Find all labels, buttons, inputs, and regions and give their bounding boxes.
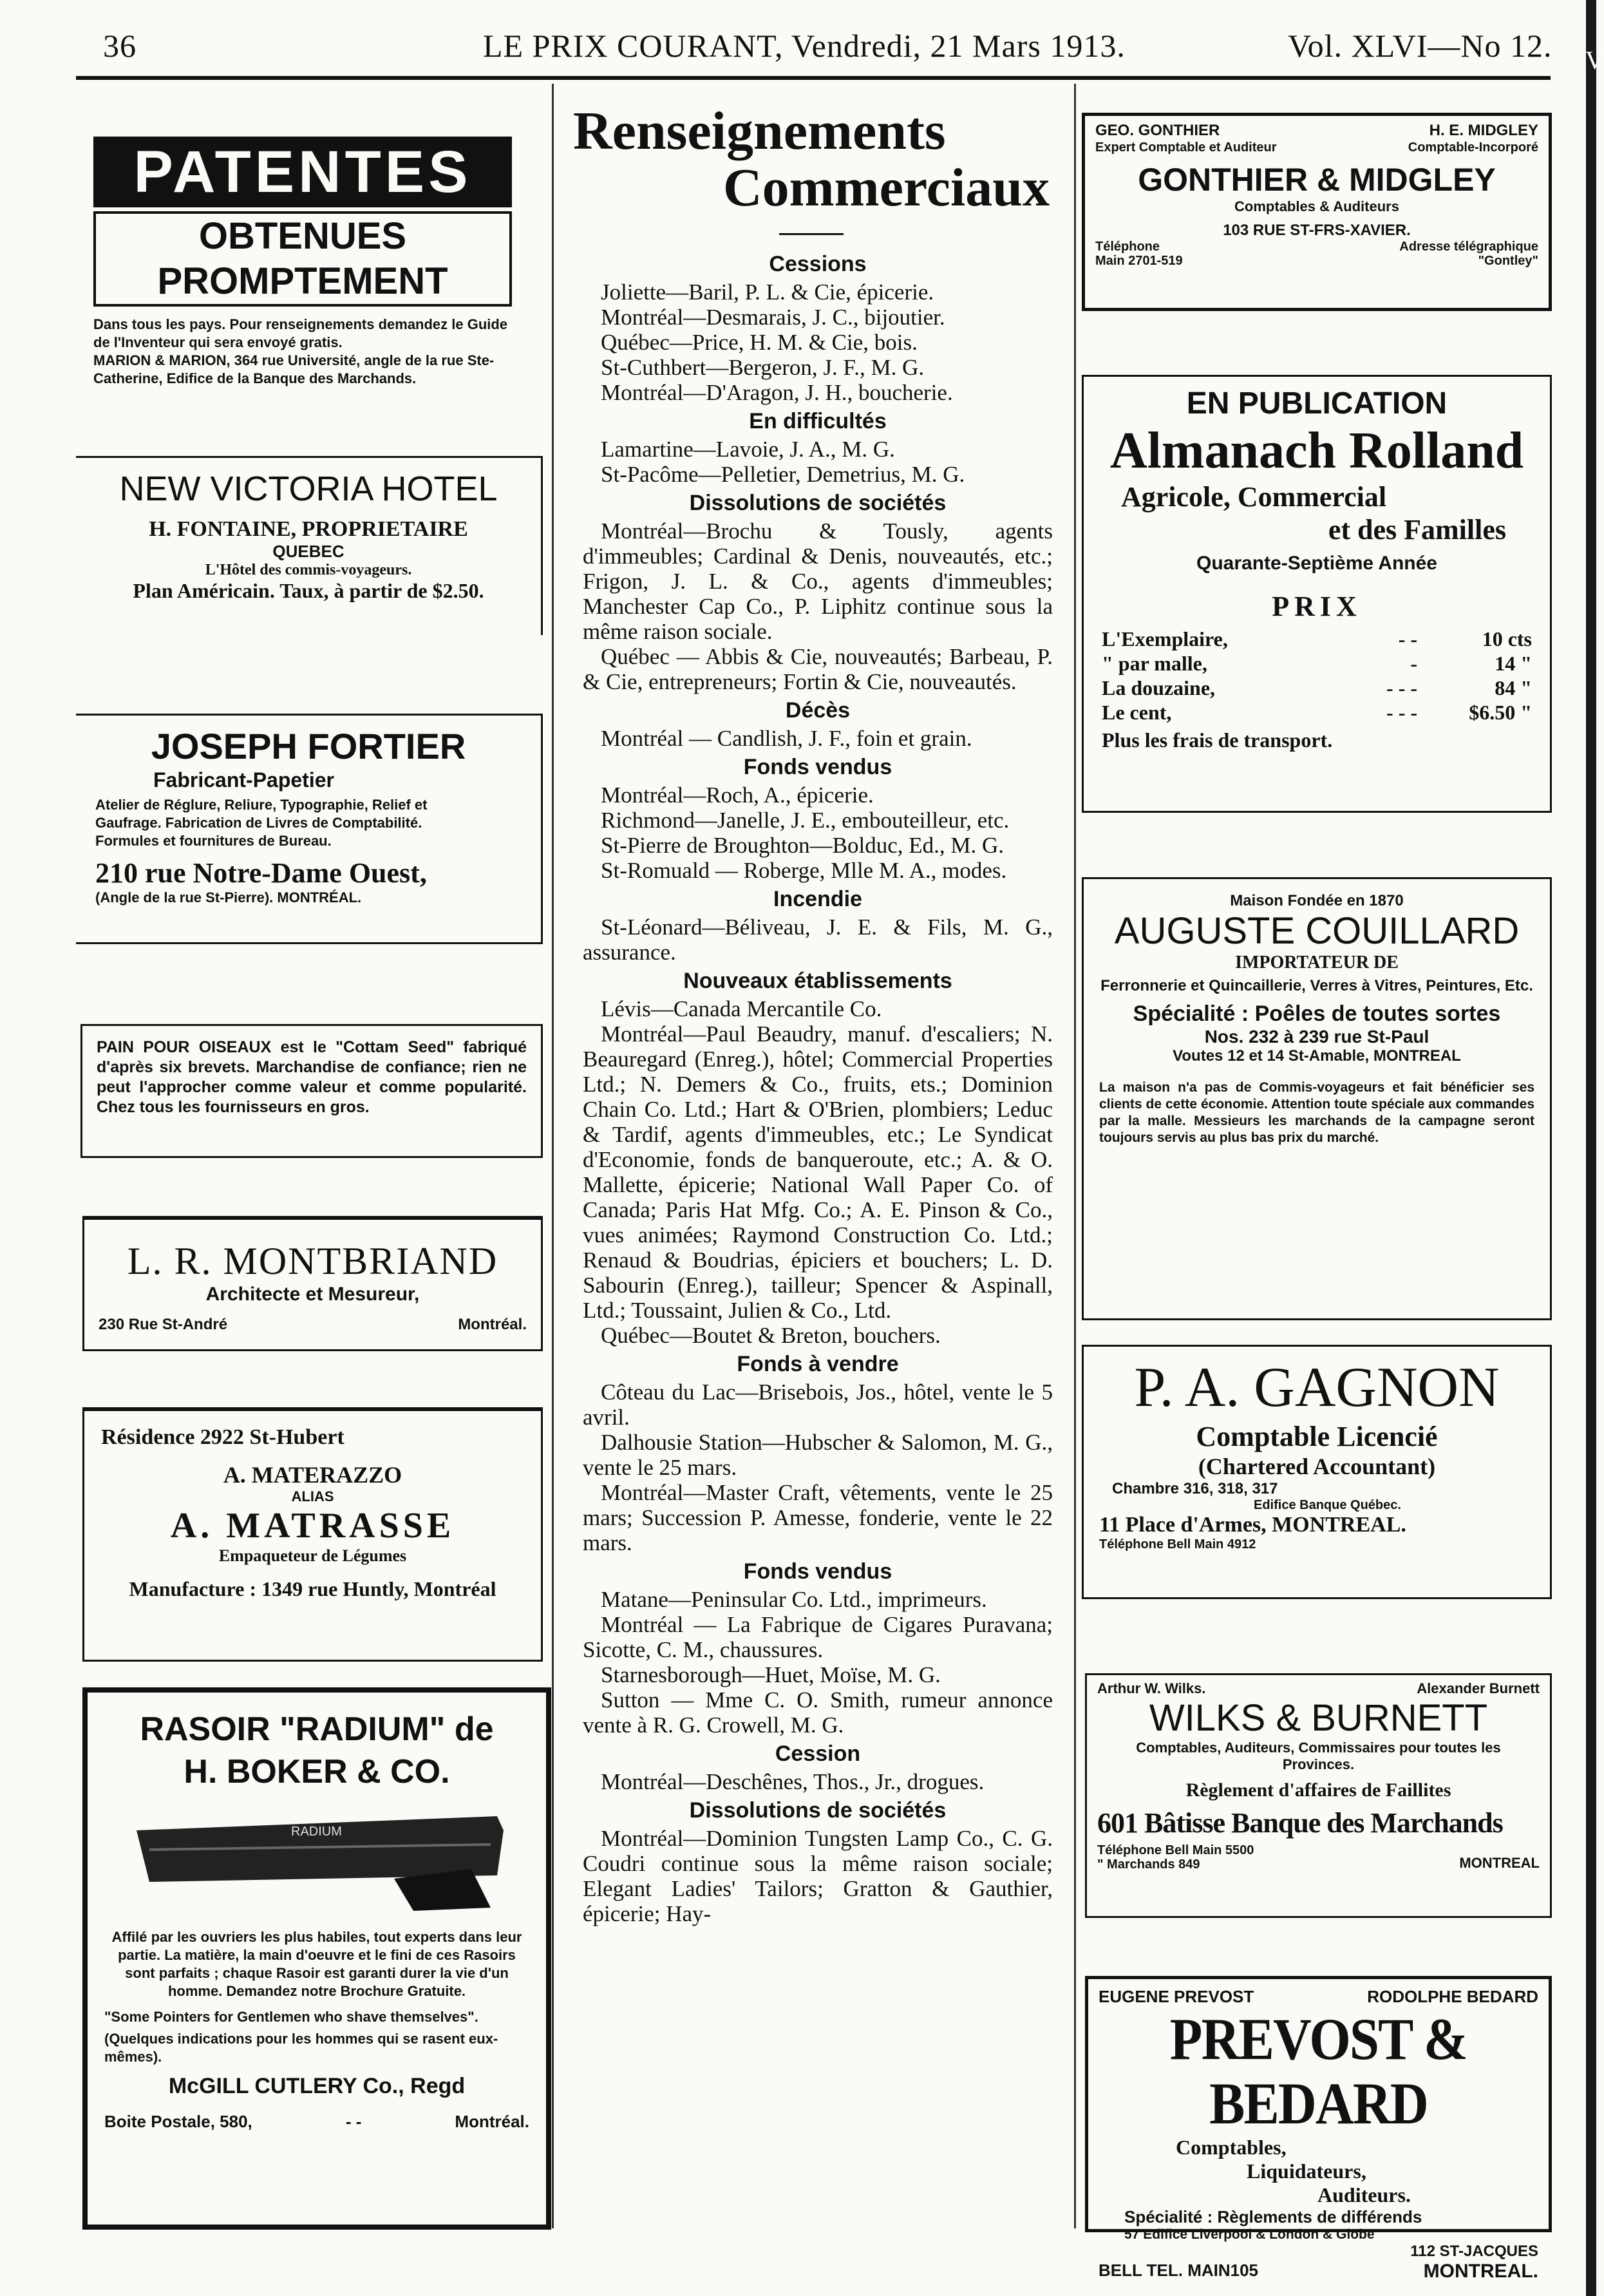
price-label: " par malle, <box>1102 652 1207 675</box>
couillard-sub2: Ferronnerie et Quincaillerie, Verres à Vitres, Peintures, Etc. <box>1100 977 1533 994</box>
almanach-title: Almanach Rolland <box>1109 422 1524 479</box>
razor-illustration <box>111 1805 523 1914</box>
fortier-body: Atelier de Réglure, Reliure, Typographie, Relief et Gaufrage. Fabrication de Livres de Comptabilité. Formules et fournitures de Bureau. <box>95 797 428 849</box>
patentes-address: MARION & MARION, 364 rue Université, angle de la rue Ste-Catherine, Edifice de la Banque des Marchands. <box>93 352 495 386</box>
gonthier-phone: Main 2701-519 <box>1095 254 1183 268</box>
listing-entry: Montréal—Paul Beaudry, manuf. d'escaliers; N. Beauregard (Enreg.), hôtel; Commercial Properties Ltd.; N. Demers & Co., fruits, ets.; Dominion Chain Co. Ltd.; Hart & O'Brien, plombiers; Leduc & Tardif, agents d'immeubles, etc.; Le Syndicat d'Economie, fonds de banqueroute, etc.; A. & O. Mallette, épicerie; National Wall Paper Co. of Canada; Paris Hat Mfg. Co.; A. E. Pinson & Co., vues animées; Raymond Construction Co. Ltd.; Renaud & Boudrias, épiciers et bouchers; L. D. Sabourin (Enreg.), tailleur; Spencer & Aspinall, Ltd.; Toussaint, Julien & Co., Ltd. <box>583 1021 1053 1323</box>
price-dots: - - - <box>1386 676 1417 699</box>
section-heading: En difficultés <box>749 409 887 433</box>
price-dots: - - <box>1398 627 1417 650</box>
listing-entry: Montréal—Deschênes, Thos., Jr., drogues. <box>601 1769 985 1794</box>
page-number: 36 <box>103 28 137 64</box>
couillard-sub5: Voutes 12 et 14 St-Amable, MONTREAL <box>1173 1047 1461 1065</box>
listing-entry: Dalhousie Station—Hubscher & Salomon, M. G., vente le 25 mars. <box>583 1430 1053 1480</box>
section-heading: Cessions <box>769 252 867 276</box>
patentes-title: PATENTES <box>93 137 512 207</box>
ad-gonthier <box>1082 113 1552 311</box>
ad-matrasse <box>82 1407 543 1662</box>
price-value: 10 cts <box>1482 627 1532 650</box>
victoria-tagline: L'Hôtel des commis-voyageurs. <box>205 562 412 578</box>
section-heading: Incendie <box>773 887 862 911</box>
wilks-title: WILKS & BURNETT <box>1149 1697 1488 1739</box>
listing-entry: Matane—Peninsular Co. Ltd., imprimeurs. <box>601 1587 987 1612</box>
section-heading: Fonds à vendre <box>737 1352 899 1376</box>
patentes-body: Dans tous les pays. Pour renseignements demandez le Guide de l'Inventeur qui sera envoyé gratis. <box>93 316 508 350</box>
almanach-sub1: Agricole, Commercial <box>1121 481 1387 513</box>
matrasse-title: A. MATRASSE <box>170 1506 455 1546</box>
rasoir-company: McGILL CUTLERY Co., Regd <box>168 2074 466 2098</box>
montbriand-city: Montréal. <box>458 1316 527 1333</box>
fortier-subtitle: Fabricant-Papetier <box>153 768 334 792</box>
gagnon-sub4: Edifice Banque Québec. <box>1254 1498 1401 1512</box>
almanach-price-table <box>1102 627 1532 725</box>
gonthier-telegraph: "Gontley" <box>1478 254 1538 268</box>
prevost-phone: BELL TEL. MAIN105 <box>1099 2261 1259 2280</box>
section-heading: Dissolutions de sociétés <box>689 1798 947 1823</box>
rasoir-quote2: (Quelques indications pour les hommes qui se rasent eux-mêmes). <box>104 2031 498 2065</box>
price-value: $6.50 " <box>1469 701 1532 724</box>
montbriand-subtitle: Architecte et Mesureur, <box>205 1284 420 1305</box>
rasoir-city: Montréal. <box>455 2112 529 2131</box>
listing-entry: St-Cuthbert—Bergeron, J. F., M. G. <box>601 355 925 380</box>
ad-montbriand <box>82 1216 543 1351</box>
couillard-title: AUGUSTE COUILLARD <box>1114 910 1520 952</box>
almanach-sub3: Quarante-Septième Année <box>1196 553 1437 574</box>
page-title: LE PRIX COURANT, Vendredi, 21 Mars 1913. <box>483 28 1126 64</box>
listing-entry: Montréal—Master Craft, vêtements, vente le 25 mars; Succession P. Amesse, fonderie, vente le 22 mars. <box>583 1480 1053 1555</box>
gonthier-name2: H. E. MIDGLEY <box>1429 122 1538 139</box>
price-dots: - - - <box>1386 701 1417 724</box>
gagnon-sub3: Chambre 316, 318, 317 <box>1112 1480 1278 1497</box>
prevost-sub1: Comptables, <box>1176 2136 1287 2159</box>
listing-entry: Montréal — La Fabrique de Cigares Puravana; Sicotte, C. M., chaussures. <box>583 1612 1053 1662</box>
prevost-sub6: 112 ST-JACQUES <box>1410 2243 1538 2260</box>
listing-entry: Montréal — Candlish, J. F., foin et grain. <box>601 726 972 751</box>
section-heading: Nouveaux établissements <box>683 969 952 993</box>
wilks-city: MONTREAL <box>1459 1855 1540 1871</box>
listing-entry: St-Léonard—Béliveau, J. E. & Fils, M. G., assurance. <box>583 915 1053 965</box>
ad-rasoir <box>82 1687 551 2230</box>
prevost-sub2: Liquidateurs, <box>1247 2159 1366 2183</box>
couillard-sub4: Nos. 232 à 239 rue St-Paul <box>1204 1027 1429 1047</box>
ad-prevost <box>1085 1976 1552 2282</box>
couillard-sub1: IMPORTATEUR DE <box>1235 953 1399 972</box>
column-rule-left <box>552 84 554 2228</box>
ad-pain-oiseaux <box>80 1024 543 1158</box>
title-rule <box>779 233 844 235</box>
prevost-city: MONTREAL. <box>1423 2261 1538 2282</box>
listing-entry: Québec—Price, H. M. & Cie, bois. <box>601 330 918 355</box>
listing-entry: Joliette—Baril, P. L. & Cie, épicerie. <box>601 280 934 305</box>
couillard-sub3: Spécialité : Poêles de toutes sortes <box>1133 1001 1501 1026</box>
listing-entry: Montréal—Desmarais, J. C., bijoutier. <box>601 305 945 330</box>
prevost-title: PREVOST & BEDARD <box>1169 2006 1467 2136</box>
gagnon-sub5: 11 Place d'Armes, MONTREAL. <box>1099 1513 1406 1537</box>
rasoir-body: Affilé par les ouvriers les plus habiles, tout experts dans leur partie. La matière, la main d'oeuvre et le fini de ces Rasoirs sont parfaits ; chaque Rasoir est garanti durer la vie d'un homme. Demandez notre Brochure Gratuite. <box>111 1929 522 1999</box>
header-rule <box>76 76 1551 80</box>
couillard-pre: Maison Fondée en 1870 <box>1230 892 1404 909</box>
matrasse-manufacture: Manufacture : 1349 rue Huntly, Montréal <box>129 1577 496 1600</box>
oiseaux-body: PAIN POUR OISEAUX est le "Cottam Seed" fabriqué d'après six brevets. Marchandise de confiance; rien ne peut l'approcher comme valeur et comme popularité. Chez tous les fournisseurs en gros. <box>97 1038 527 1116</box>
couillard-body: La maison n'a pas de Commis-voyageurs et fait bénéficier ses clients de cette économie. Attention toute spéciale aux commandes par la malle. Messieurs les marchands de la campagne seront toujours servis au plus bas prix du marché. <box>1099 1080 1534 1145</box>
prevost-sub5: 57 Edifice Liverpool & London & Globe <box>1124 2227 1375 2242</box>
listing-entry: St-Pacôme—Pelletier, Demetrius, M. G. <box>601 462 965 487</box>
section-heading: Dissolutions de sociétés <box>689 491 947 515</box>
rasoir-title2: H. BOKER & CO. <box>184 1753 450 1790</box>
almanach-pre: EN PUBLICATION <box>1186 386 1448 421</box>
gagnon-sub1: Comptable Licencié <box>1196 1421 1438 1452</box>
almanach-prix: PRIX <box>1272 591 1362 622</box>
section-heading: Cession <box>775 1741 861 1766</box>
razor-blade-text: RADIUM <box>291 1825 342 1839</box>
gonthier-name1: GEO. GONTHIER <box>1095 122 1220 139</box>
center-listings <box>583 248 1053 1926</box>
column-rule-right <box>1074 84 1076 2228</box>
listing-entry: Starnesborough—Huet, Moïse, M. G. <box>601 1662 941 1687</box>
gonthier-telegraph-label: Adresse télégraphique <box>1399 240 1538 254</box>
wilks-sub2: Règlement d'affaires de Faillites <box>1185 1779 1451 1801</box>
ad-patentes <box>93 137 512 388</box>
matrasse-subtitle: Empaqueteur de Légumes <box>218 1546 407 1565</box>
gonthier-subtitle: Comptables & Auditeurs <box>1234 198 1399 214</box>
listing-entry: Côteau du Lac—Brisebois, Jos., hôtel, vente le 5 avril. <box>583 1380 1053 1430</box>
gagnon-sub2: (Chartered Accountant) <box>1198 1454 1436 1479</box>
volume: Vol. XLVI—No 12. <box>1288 28 1552 64</box>
edge-letter: V <box>1585 46 1604 75</box>
ad-fortier <box>76 714 543 944</box>
matrasse-name: A. MATERAZZO <box>223 1462 402 1488</box>
listing-entry: Lévis—Canada Mercantile Co. <box>601 996 882 1021</box>
gonthier-address: 103 RUE ST-FRS-XAVIER. <box>1223 222 1411 239</box>
prevost-name1: EUGENE PREVOST <box>1099 1987 1254 2006</box>
section-heading: Fonds vendus <box>743 1559 892 1584</box>
section-heading: Fonds vendus <box>743 755 892 779</box>
price-row <box>1102 700 1532 725</box>
center-title-2: Commerciaux <box>723 158 1050 218</box>
wilks-name2: Alexander Burnett <box>1417 1680 1540 1696</box>
victoria-city: QUEBEC <box>272 542 344 561</box>
matrasse-residence: Résidence 2922 St-Hubert <box>101 1425 344 1449</box>
listing-entry: St-Pierre de Broughton—Bolduc, Ed., M. G. <box>601 833 1005 858</box>
listing-entry: Richmond—Janelle, J. E., embouteilleur, etc. <box>601 808 1010 833</box>
victoria-owner: H. FONTAINE, PROPRIETAIRE <box>149 517 468 541</box>
montbriand-title: L. R. MONTBRIAND <box>127 1240 498 1282</box>
listing-entry: Montréal—Dominion Tungsten Lamp Co., C. G. Coudri continue sous la même raison sociale; Elegant Ladies' Tailors; Gratton & Gauthier, épicerie; Hay- <box>583 1826 1053 1926</box>
price-row <box>1102 651 1532 676</box>
victoria-title: NEW VICTORIA HOTEL <box>119 470 498 508</box>
almanach-note: Plus les frais de transport. <box>1102 728 1333 752</box>
matrasse-alias: ALIAS <box>291 1488 334 1504</box>
price-row <box>1102 676 1532 700</box>
listing-entry: Québec—Boutet & Breton, bouchers. <box>601 1323 941 1348</box>
gagnon-sub6: Téléphone Bell Main 4912 <box>1099 1537 1256 1551</box>
price-value: 84 " <box>1495 676 1532 699</box>
ad-wilks <box>1085 1673 1552 1918</box>
ad-gagnon <box>1082 1345 1552 1599</box>
wilks-name1: Arthur W. Wilks. <box>1097 1680 1206 1696</box>
listing-entry: Montréal—Roch, A., épicerie. <box>601 783 874 808</box>
rasoir-box: Boite Postale, 580, <box>104 2112 252 2131</box>
rasoir-quote: "Some Pointers for Gentlemen who shave themselves". <box>104 2009 478 2025</box>
scan-edge <box>1586 0 1596 2296</box>
wilks-phone2: " Marchands 849 <box>1097 1857 1200 1872</box>
ad-almanach <box>1082 375 1552 813</box>
gonthier-role1: Expert Comptable et Auditeur <box>1095 140 1277 155</box>
patentes-subtitle: OBTENUES PROMPTEMENT <box>93 211 512 307</box>
rasoir-title: RASOIR "RADIUM" de <box>140 1711 494 1748</box>
price-label: Le cent, <box>1102 701 1172 724</box>
gonthier-role2: Comptable-Incorporé <box>1408 140 1538 155</box>
prevost-sub4: Spécialité : Règlements de différends <box>1124 2207 1422 2226</box>
listing-entry: Lamartine—Lavoie, J. A., M. G. <box>601 437 895 462</box>
wilks-sub1: Comptables, Auditeurs, Commissaires pour toutes les Provinces. <box>1136 1740 1501 1772</box>
gonthier-title: GONTHIER & MIDGLEY <box>1138 162 1496 198</box>
listing-entry: St-Romuald — Roberge, Mlle M. A., modes. <box>601 858 1007 883</box>
gonthier-phone-label: Téléphone <box>1095 240 1160 254</box>
rasoir-dashes: - - <box>345 2112 362 2131</box>
gagnon-title: P. A. GAGNON <box>1134 1356 1500 1419</box>
fortier-note: (Angle de la rue St-Pierre). MONTRÉAL. <box>95 889 362 906</box>
section-heading: Décès <box>785 698 851 723</box>
montbriand-address: 230 Rue St-André <box>99 1316 228 1333</box>
price-value: 14 " <box>1495 652 1532 675</box>
victoria-rate: Plan Américain. Taux, à partir de $2.50. <box>133 579 484 602</box>
prevost-name2: RODOLPHE BEDARD <box>1367 1987 1538 2006</box>
center-title-1: Renseignements <box>573 101 946 161</box>
price-label: La douzaine, <box>1102 676 1216 699</box>
listing-entry: Québec — Abbis & Cie, nouveautés; Barbeau, P. & Cie, entrepreneurs; Fortin & Cie, nouveautés. <box>583 644 1053 694</box>
prevost-sub3: Auditeurs. <box>1317 2183 1411 2206</box>
price-dots: - <box>1410 652 1417 675</box>
fortier-address: 210 rue Notre-Dame Ouest, <box>95 857 427 889</box>
fortier-title: JOSEPH FORTIER <box>151 726 466 766</box>
listing-entry: Montréal—D'Aragon, J. H., boucherie. <box>601 380 953 405</box>
wilks-sub3: 601 Bâtisse Banque des Marchands <box>1097 1807 1503 1839</box>
listing-entry: Montréal—Brochu & Tously, agents d'immeubles; Cardinal & Denis, nouveautés, etc.; Frigon, J. L. & Co., agents d'immeubles; Manchester Cap Co., P. Liphitz continue sous la même raison sociale. <box>583 518 1053 644</box>
price-row <box>1102 627 1532 651</box>
almanach-sub2: et des Familles <box>1328 514 1506 546</box>
center-header <box>573 103 1050 235</box>
price-label: L'Exemplaire, <box>1102 627 1228 650</box>
ad-couillard <box>1082 877 1552 1320</box>
ad-new-victoria <box>76 456 543 635</box>
listing-entry: Sutton — Mme C. O. Smith, rumeur annonce vente à R. G. Crowell, M. G. <box>583 1687 1053 1738</box>
wilks-phone1: Téléphone Bell Main 5500 <box>1097 1843 1254 1857</box>
